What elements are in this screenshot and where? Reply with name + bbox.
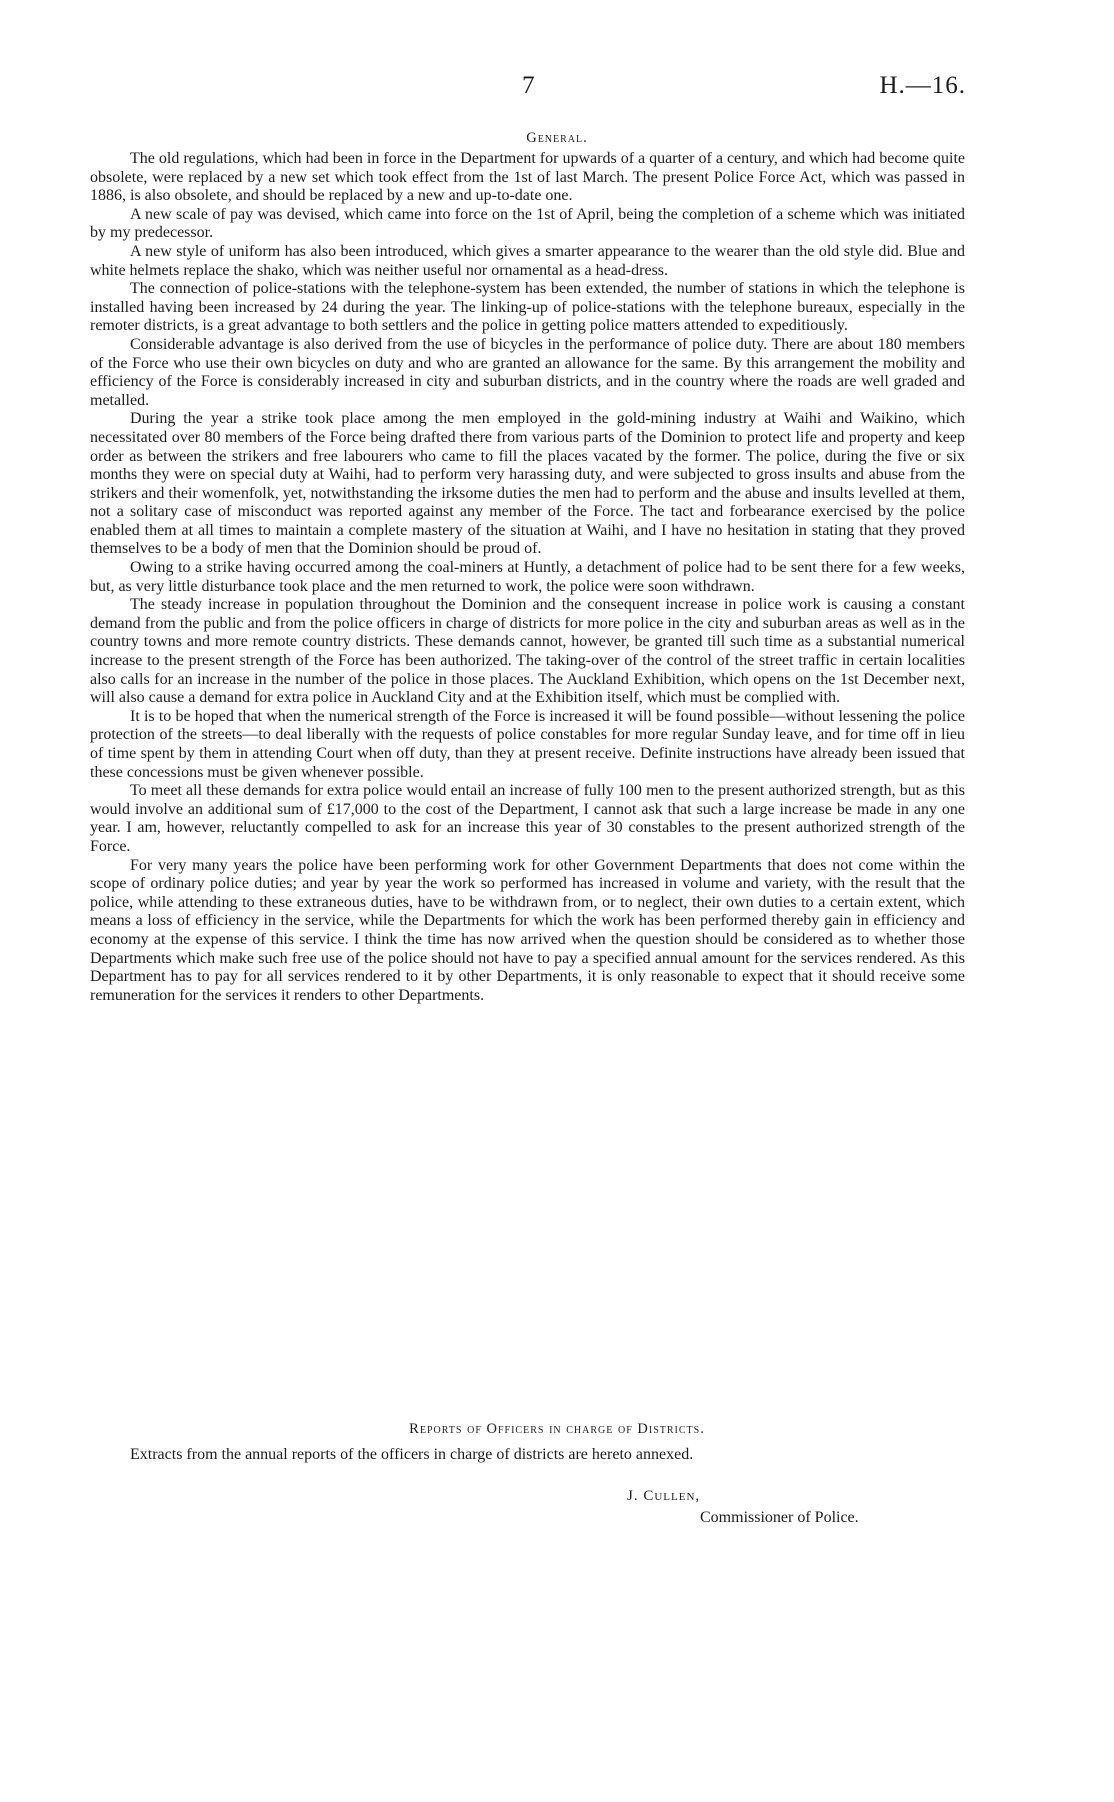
document-reference: H.—16. [879,72,966,99]
reports-text: Extracts from the annual reports of the officers in charge of districts are hereto annexed. [130,1446,694,1463]
paragraph-bicycles: Considerable advantage is also derived from the use of bicycles in the performance of police duty. There are about 180 members of the Force who use their own bicycles on duty and who are granted an allowance for the same. By this arrangement the mobility and efficiency of the Force is considerably increased in city and suburban districts, and in the country where the roads are well graded and metalled. [90,335,965,409]
paragraph-uniform: A new style of uniform has also been introduced, which gives a smarter appearance to the wearer than the old style did. Blue and white helmets replace the shako, which was neither useful nor ornamental as a head-dress. [90,242,965,279]
paragraph-regulations: The old regulations, which had been in force in the Department for upwards of a quarter of a century, and which had become quite obsolete, were replaced by a new set which took effect from the 1st of last March. The present Police Force Act, which was passed in 1886, is also obsolete, and should be replaced by a new and up-to-date one. [90,150,965,205]
signature-name: J. Cullen, [627,1488,701,1504]
paragraph-population-increase: The steady increase in population throughout the Dominion and the consequent increase in police work is causing a constant demand from the public and from the police officers in charge of districts for more police in the city and suburban areas as well as in the country towns and more remote country districts. These demands cannot, however, be granted till such time as a substantial numerical increase to the present strength of the Force has been authorized. The taking-over of the control of the street traffic in certain localities also calls for an increase in the number of the police in those places. The Auckland Exhibition, which opens on the 1st December next, will also cause a demand for extra police in Auckland City and at the Exhibition itself, which must be complied with. [90,596,965,707]
paragraph-telephone: The connection of police-stations with the telephone-system has been extended, the number of stations in which the telephone is installed having been increased by 24 during the year. The linking-up of police-stations with the telephone bureaux, especially in the remoter districts, is a great advantage to both settlers and the police in getting police matters attended to expeditiously. [90,280,965,335]
paragraph-waihi-strike: During the year a strike took place among the men employed in the gold-mining industry at Waihi and Waikino, which necessitated over 80 members of the Force being drafted there from various parts of the Dominion to protect life and property and keep order as between the strikers and free labourers who came to fill the places vacated by the former. The police, during the five or six months they were on special duty at Waihi, had to perform very harassing duty, and were subjected to gross insults and abuse from the strikers and their womenfolk, yet, notwithstanding the irksome duties the men had to perform and the abuse and insults levelled at them, not a solitary case of misconduct was reported against any member of the Force. The tact and forbearance exercised by the police enabled them at all times to maintain a complete mastery of the situation at Waihi, and I have no hesitation in stating that they proved themselves to be a body of men that the Dominion should be proud of. [90,410,965,558]
paragraph-huntly-strike: Owing to a strike having occurred among the coal-miners at Huntly, a detachment of police had to be sent there for a few weeks, but, as very little disturbance took place and the men returned to work, the police were soon withdrawn. [90,559,965,595]
signature-title: Commissioner of Police. [700,1509,859,1526]
paragraph-pay-scale: A new scale of pay was devised, which came into force on the 1st of April, being the completion of a scheme which was initiated by my predecessor. [90,205,965,242]
general-heading: General. [526,130,588,146]
paragraph-other-departments: For very many years the police have been performing work for other Government Departments that does not come within the scope of ordinary police duties; and year by year the work so performed has increased in volume and variety, with the result that the police, while attending to these extraneous duties, have to be withdrawn from, or to neglect, their own duties to a certain extent, which means a loss of efficiency in the service, while the Departments for which the work has been performed thereby gain in efficiency and economy at the expense of this service. I think the time has now arrived when the question should be considered as to whether those Departments which make such free use of the police should not have to pay a specified annual amount for the services rendered. As this Department has to pay for all services rendered to it by other Departments, it is only reasonable to expect that it should receive some remuneration for the services it renders to other Departments. [90,856,965,1004]
paragraph-sunday-leave: It is to be hoped that when the numerical strength of the Force is increased it will be found possible—without lessening the police protection of the streets—to deal liberally with the requests of police constables for more regular Sunday leave, and for time off in lieu of time spent by them in attending Court when off duty, than they at present receive. Definite instructions have already been issued that these concessions must be given whenever possible. [90,707,965,781]
reports-heading: Reports of Officers in charge of Districts. [409,1421,705,1437]
paragraph-extra-police: To meet all these demands for extra police would entail an increase of fully 100 men to the present authorized strength, but as this would involve an additional sum of £17,000 to the cost of the Department, I cannot ask that such a large increase be made in any one year. I am, however, reluctantly compelled to ask for an increase this year of 30 constables to the present authorized strength of the Force. [90,782,965,855]
general-body [90,150,965,1005]
page-number: 7 [522,72,535,99]
